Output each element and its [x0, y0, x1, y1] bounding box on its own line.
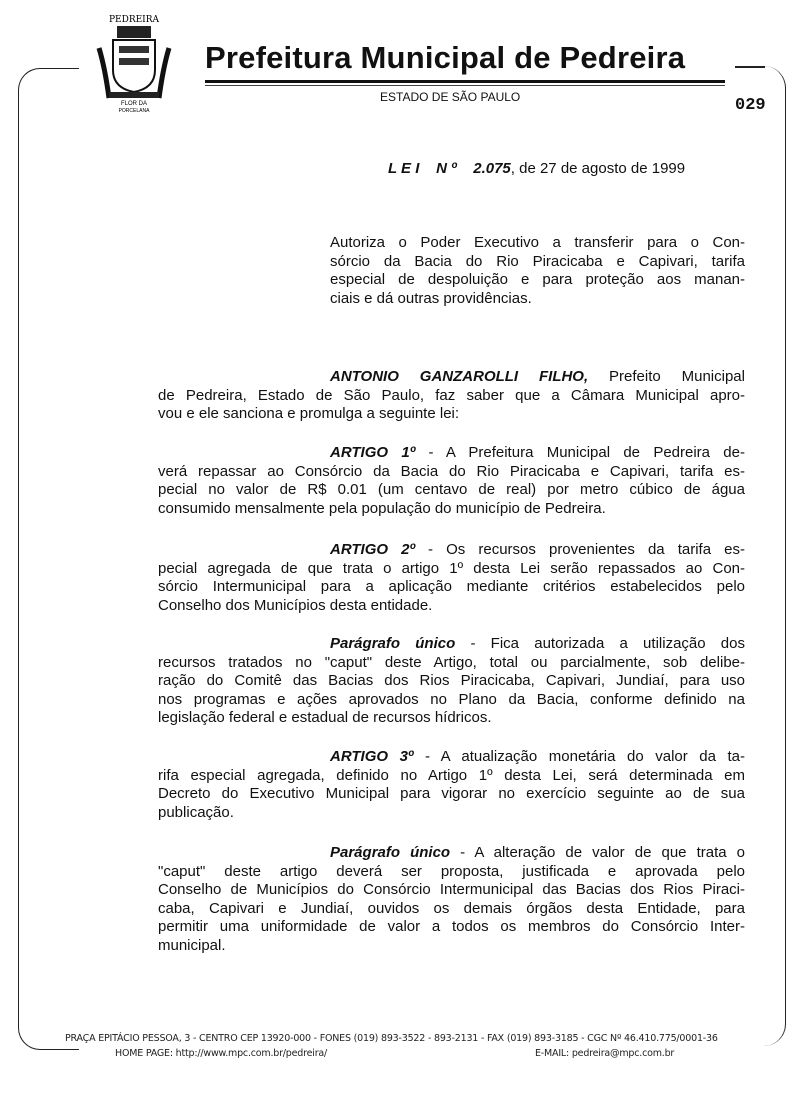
paragraph-line: "caput" deste artigo deverá ser proposta, justificada e aprovada pelo	[158, 862, 745, 880]
paragraph-artigo-3	[158, 748, 745, 822]
law-title	[388, 160, 685, 177]
footer-homepage: HOME PAGE: http://www.mpc.com.br/pedreira/	[115, 1048, 328, 1059]
law-date: , de 27 de agosto de 1999	[510, 160, 686, 177]
paragraph-line: sórcio Intermunicipal para a aplicação mediante critérios estabelecidos pelo	[158, 578, 745, 596]
paragraph-line	[158, 368, 745, 387]
paragraph-artigo-1	[158, 444, 745, 518]
paragraph-lead: ARTIGO 1º	[330, 444, 416, 461]
footer-address: PRAÇA EPITÁCIO PESSOA, 3 - CENTRO CEP 13920-000 - FONES (019) 893-3522 - 893-2131 - FAX (019) 893-3185 - CGC Nº 46.410.775/0001-36	[65, 1033, 718, 1044]
paragraph-lead: ARTIGO 2º	[330, 541, 415, 558]
paragraph-lead: ARTIGO 3º	[330, 748, 414, 765]
paragraph-line: pecial agregada de que trata o artigo 1º desta Lei serão repassados ao Con-	[158, 559, 745, 577]
paragraph-line: verá repassar ao Consórcio da Bacia do Rio Piracicaba e Capivari, tarifa es-	[158, 462, 745, 480]
paragraph-line: Conselho dos Municípios desta entidade.	[158, 596, 433, 614]
ementa-line: ciais e dá outras providências.	[330, 289, 532, 307]
ementa-line: sórcio da Bacia do Rio Piracicaba e Capivari, tarifa	[330, 252, 745, 270]
letterhead-state: ESTADO DE SÃO PAULO	[380, 90, 521, 104]
paragraph-line	[158, 444, 745, 463]
paragraph-line: permitir uma uniformidade de valor a todos os membros do Consórcio Inter-	[158, 918, 745, 936]
ementa	[330, 234, 745, 308]
paragraph-line: Decreto do Executivo Municipal para vigorar no exercício seguinte ao de sua	[158, 785, 745, 803]
paragraph-preamble	[158, 368, 745, 424]
paragraph-line: recursos tratados no "caput" deste Artigo, total ou parcialmente, sob delibe-	[158, 653, 745, 671]
paragraph-first-text: - Fica autorizada a utilização dos	[455, 635, 745, 652]
paragraph-line: ração do Comitê das Bacias dos Rios Piracicaba, Capivari, Jundiaí, para uso	[158, 672, 745, 690]
page-number: 029	[735, 96, 766, 115]
frame-left	[18, 68, 79, 1050]
title-rule	[205, 80, 725, 83]
law-number-label: N º	[436, 160, 457, 177]
title-rule-thin	[205, 85, 725, 86]
paragraph-line	[158, 635, 745, 654]
crest-motto: FLOR DA	[120, 101, 148, 107]
crest-text: PEDREIRA	[108, 15, 160, 25]
paragraph-line	[158, 541, 745, 560]
paragraph-line: consumido mensalmente pela população do município de Pedreira.	[158, 499, 606, 517]
ementa-line: especial de despoluição e para proteção aos manan-	[330, 271, 745, 289]
paragraph-first-text: - A Prefeitura Municipal de Pedreira de-	[415, 444, 745, 461]
paragraph-lead: Parágrafo único	[330, 635, 456, 652]
paragraph-line	[158, 844, 745, 863]
paragraph-line: nos programas e ações aprovados no Plano da Bacia, conforme definido na	[158, 690, 745, 708]
letterhead-title: Prefeitura Municipal de Pedreira	[205, 40, 686, 75]
paragraph-first-text: - A atualização monetária do valor da ta-	[413, 748, 745, 765]
paragraph-lead: Parágrafo único	[330, 844, 451, 861]
paragraph-line: de Pedreira, Estado de São Paulo, faz saber que a Câmara Municipal apro-	[158, 386, 745, 404]
crest-motto-2: PORCELANA	[118, 108, 150, 114]
paragraph-line: publicação.	[158, 803, 234, 821]
paragraph-line	[158, 748, 745, 767]
paragraph-line: rifa especial agregada, definido no Artigo 1º desta Lei, será determinada em	[158, 766, 745, 784]
law-label: L E I	[388, 160, 420, 177]
paragraph-paragrafo-unico-2	[158, 844, 745, 956]
paragraph-first-text: - A alteração de valor de que trata o	[450, 844, 745, 861]
municipal-crest-logo	[95, 8, 173, 114]
paragraph-lead: ANTONIO GANZAROLLI FILHO,	[330, 368, 589, 385]
frame-top-right	[735, 66, 765, 68]
law-number: 2.075	[473, 160, 511, 177]
paragraph-paragrafo-unico-1	[158, 635, 745, 728]
paragraph-artigo-2	[158, 541, 745, 615]
ementa-line: Autoriza o Poder Executivo a transferir para o Con-	[330, 234, 745, 251]
paragraph-line: caba, Capivari e Jundiaí, ouvidos os demais órgãos desta Entidade, para	[158, 899, 745, 917]
paragraph-line: Conselho de Municípios do Consórcio Intermunicipal das Bacias dos Rios Piraci-	[158, 881, 745, 899]
footer-email: E-MAIL: pedreira@mpc.com.br	[535, 1048, 675, 1059]
paragraph-first-text: - Os recursos provenientes da tarifa es-	[414, 541, 745, 558]
paragraph-line: vou e ele sanciona e promulga a seguinte lei:	[158, 405, 460, 423]
paragraph-first-text: Prefeito Municipal	[588, 368, 745, 385]
paragraph-line: legislação federal e estadual de recursos hídricos.	[158, 709, 492, 727]
paragraph-line: pecial no valor de R$ 0.01 (um centavo de real) por metro cúbico de água	[158, 481, 745, 499]
paragraph-line: municipal.	[158, 936, 226, 954]
